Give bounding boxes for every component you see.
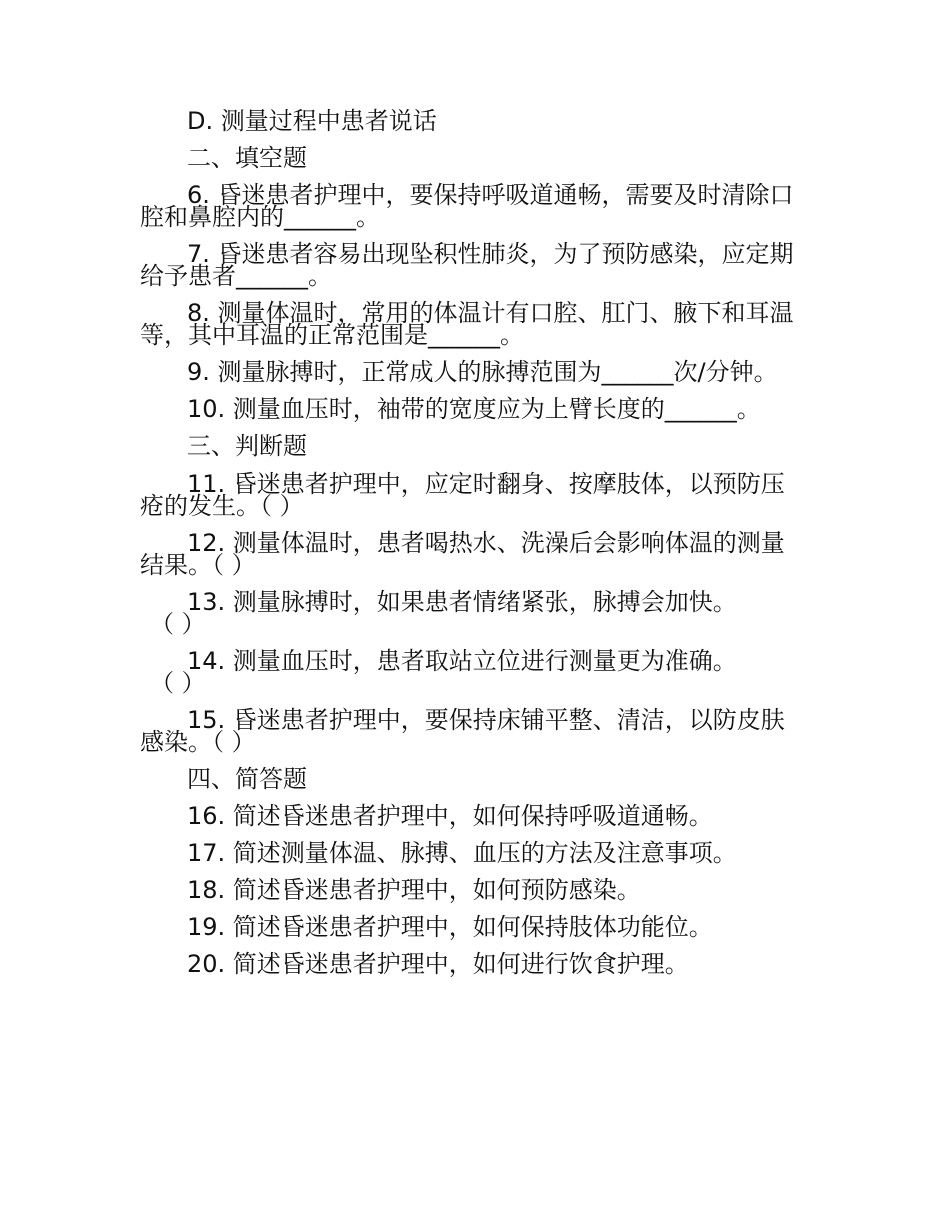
question-12-line-2: 结果。（ ） [140,551,256,579]
question-12-line-1: 12. 测量体温时，患者喝热水、洗澡后会影响体温的测量 [187,529,785,557]
question-13-line-1: 13. 测量脉搏时，如果患者情绪紧张，脉搏会加快。 [187,588,737,616]
question-9: 9. 测量脉搏时，正常成人的脉搏范围为______次/分钟。 [187,358,778,386]
section-true-false-heading: 三、判断题 [187,432,307,460]
question-13-line-2: （ ） [150,610,206,638]
question-7-line-1: 7. 昏迷患者容易出现坠积性肺炎，为了预防感染，应定期 [187,240,794,268]
question-16: 16. 简述昏迷患者护理中，如何保持呼吸道通畅。 [187,802,713,830]
question-6-line-2: 腔和鼻腔内的______。 [140,203,380,231]
question-19: 19. 简述昏迷患者护理中，如何保持肢体功能位。 [187,913,713,941]
section-short-answer-heading: 四、简答题 [187,765,307,793]
question-7-line-2: 给予患者______。 [140,262,332,290]
question-15-line-1: 15. 昏迷患者护理中，要保持床铺平整、清洁，以防皮肤 [187,706,785,734]
question-14-line-1: 14. 测量血压时，患者取站立位进行测量更为准确。 [187,647,737,675]
question-20: 20. 简述昏迷患者护理中，如何进行饮食护理。 [187,950,689,978]
question-15-line-2: 感染。（ ） [140,728,256,756]
question-18: 18. 简述昏迷患者护理中，如何预防感染。 [187,876,641,904]
question-10: 10. 测量血压时，袖带的宽度应为上臂长度的______。 [187,395,761,423]
question-6-line-1: 6. 昏迷患者护理中，要保持呼吸道通畅，需要及时清除口 [187,181,794,209]
question-14-line-2: （ ） [150,669,206,697]
section-fill-in-blank-heading: 二、填空题 [187,144,307,172]
question-8-line-1: 8. 测量体温时，常用的体温计有口腔、肛门、腋下和耳温 [187,299,794,327]
question-17: 17. 简述测量体温、脉搏、血压的方法及注意事项。 [187,839,737,867]
question-11-line-1: 11. 昏迷患者护理中，应定时翻身、按摩肢体，以预防压 [187,470,785,498]
option-d: D. 测量过程中患者说话 [187,107,437,135]
question-8-line-2: 等，其中耳温的正常范围是______。 [140,321,524,349]
question-11-line-2: 疮的发生。（ ） [140,492,304,520]
